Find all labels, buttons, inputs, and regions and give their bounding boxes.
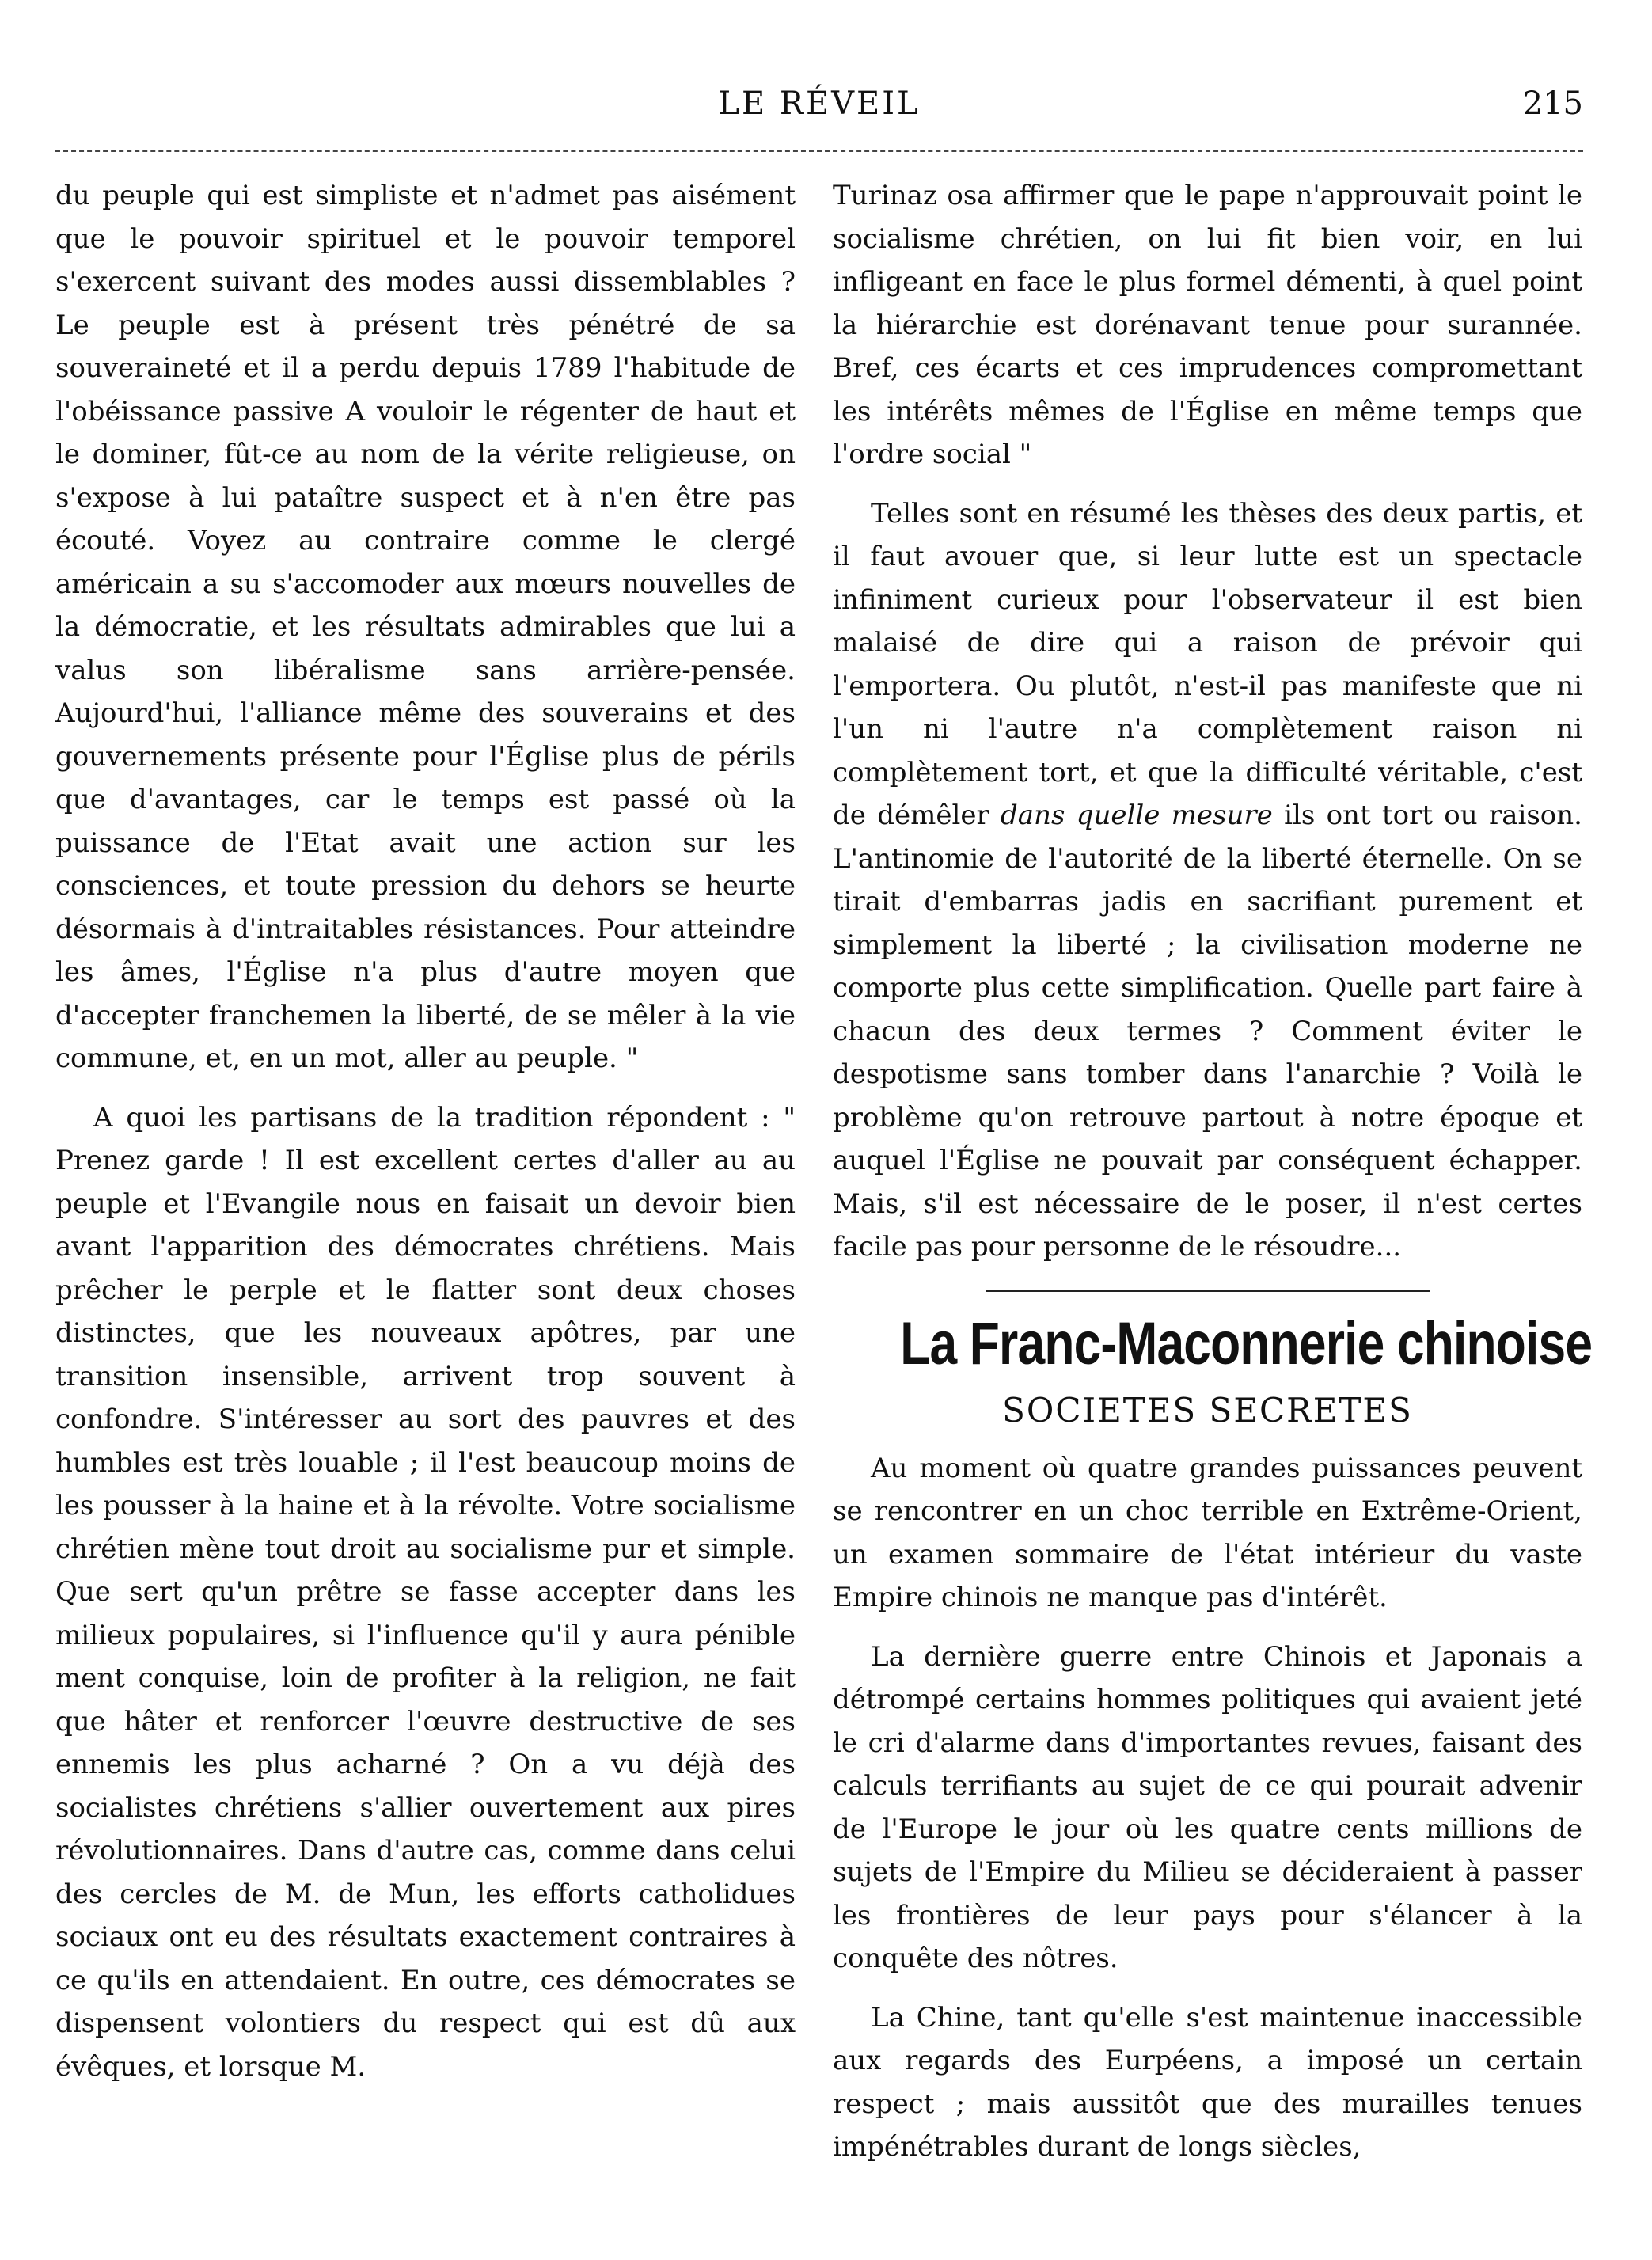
paragraph: Turinaz osa affirmer que le pape n'approuvait point le socialisme chrétien, on lui fit bien voir, en lui infligeant en face le plus formel démenti, à quel point la hiérarchie est dorénavant tenue pour surannée. Bref, ces écarts et ces imprudences compromettant les intérêts mêmes de l'Église en même temps que l'ordre social " xyxy=(833,180,1582,470)
article-title: La Franc-Maconnerie chinoise xyxy=(900,1309,1593,1377)
paragraph: A quoi les partisans de la tradition répondent : " Prenez garde ! Il est excellent certes d'aller au au peuple et l'Evangile nous en faisait un devoir bien avant l'apparition des démocrates chrétiens. Mais prêcher le perple et le flatter sont deux choses distinctes, que les nouveaux apôtres, par une transition insensible, arrivent trop souvent à confondre. S'intéresser au sort des pauvres et des humbles est très louable ; il l'est beaucoup moins de les pousser à la haine et à la révolte. Votre socialisme chrétien mène tout droit au socialisme pur et simple. Que sert qu'un prêtre se fasse accepter dans les milieux populaires, si l'influence qu'il y aura pénible ment conquise, loin de profiter à la religion, ne fait que hâter et renforcer l'œuvre destructive de ses ennemis les plus acharné ? On a vu déjà des socialistes chrétiens s'allier ouvertement aux pires révolutionnaires. Dans d'autre cas, comme dans celui des cercles de M. de Mun, les efforts catholidues sociaux ont eu des résultats exactement contraires à ce qu'ils en attendaient. En outre, ces démocrates se dispensent volontiers du respect qui est dû aux évêques, et lorsque M. xyxy=(55,1101,796,2083)
paragraph: Au moment où quatre grandes puissances peuvent se rencontrer en un choc terrible en Extrême-Orient, un examen sommaire de l'état intérieur du vaste Empire chinois ne manque pas d'intérêt. xyxy=(833,1452,1582,1613)
paragraph: La dernière guerre entre Chinois et Japonais a détrompé certains hommes politiques qui avaient jeté le cri d'alarme dans d'importantes revues, faisant des calculs terrifiants au sujet de ce qui pourait advenir de l'Europe le jour où les quatre cents millions de sujets de l'Empire du Milieu se décideraient à passer les frontières de leur pays pour s'élancer à la conquête des nôtres. xyxy=(833,1640,1582,1974)
journal-title: LE RÉVEIL xyxy=(718,85,921,122)
page-number: 215 xyxy=(1522,85,1583,122)
running-head xyxy=(55,85,1583,133)
emphasis-phrase: dans quelle mesure xyxy=(1001,800,1273,831)
left-column xyxy=(55,174,796,2104)
paragraph-with-emphasis xyxy=(833,492,1582,1269)
section-separator xyxy=(986,1290,1430,1292)
paragraph-tail: ils ont tort ou raison. L'antinomie de l'autorité de la liberté éternelle. On se tirait d'embarras jadis en sacrifiant purement et simplement la liberté ; la civilisation moderne ne comporte plus cette simplification. Quelle part faire à chacun des deux termes ? Comment éviter le despotisme sans tomber dans l'anarchie ? Voilà le problème qu'on retrouve partout à notre époque et auquel l'Église ne pouvait par conséquent échapper. Mais, s'il est nécessaire de le poser, il n'est certes facile pas pour personne de le résoudre... xyxy=(833,800,1582,1263)
right-column xyxy=(833,174,1593,2185)
article-subtitle: SOCIETES SECRETES xyxy=(1002,1390,1413,1430)
paragraph-lead: Telles sont en résumé les thèses des deux partis, et il faut avouer que, si leur lutte est un spectacle infiniment curieux pour l'observateur il est bien malaisé de dire qui a raison de prévoir qui l'emportera. Ou plutôt, n'est-il pas manifeste que ni l'un ni l'autre n'a complètement raison ni complètement tort, et que la difficulté véritable, c'est de démêler xyxy=(833,497,1582,831)
header-rule xyxy=(55,150,1583,152)
paragraph: La Chine, tant qu'elle s'est maintenue inaccessible aux regards des Eurpéens, a imposé un certain respect ; mais aussitôt que des murailles tenues impénétrables durant de longs siècles, xyxy=(833,2001,1582,2163)
paragraph: du peuple qui est simpliste et n'admet pas aisément que le pouvoir spirituel et le pouvoir temporel s'exercent suivant des modes aussi dissemblables ? Le peuple est à présent très pénétré de sa souveraineté et il a perdu depuis 1789 l'habitude de l'obéissance passive A vouloir le régenter de haut et le dominer, fût-ce au nom de la vérite religieuse, on s'expose à lui pataître suspect et à n'en être pas écouté. Voyez au contraire comme le clergé américain a su s'accomoder aux mœurs nouvelles de la démocratie, et les résultats admirables que lui a valus son libéralisme sans arrière-pensée. Aujourd'hui, l'alliance même des souverains et des gouvernements présente pour l'Église plus de périls que d'avantages, car le temps est passé où la puissance de l'Etat avait une action sur les consciences, et toute pression du dehors se heurte désormais à d'intraitables résistances. Pour atteindre les âmes, l'Église n'a plus d'autre moyen que d'accepter franchemen la liberté, de se mêler à la vie commune, et, en un mot, aller au peuple. " xyxy=(55,180,796,1074)
